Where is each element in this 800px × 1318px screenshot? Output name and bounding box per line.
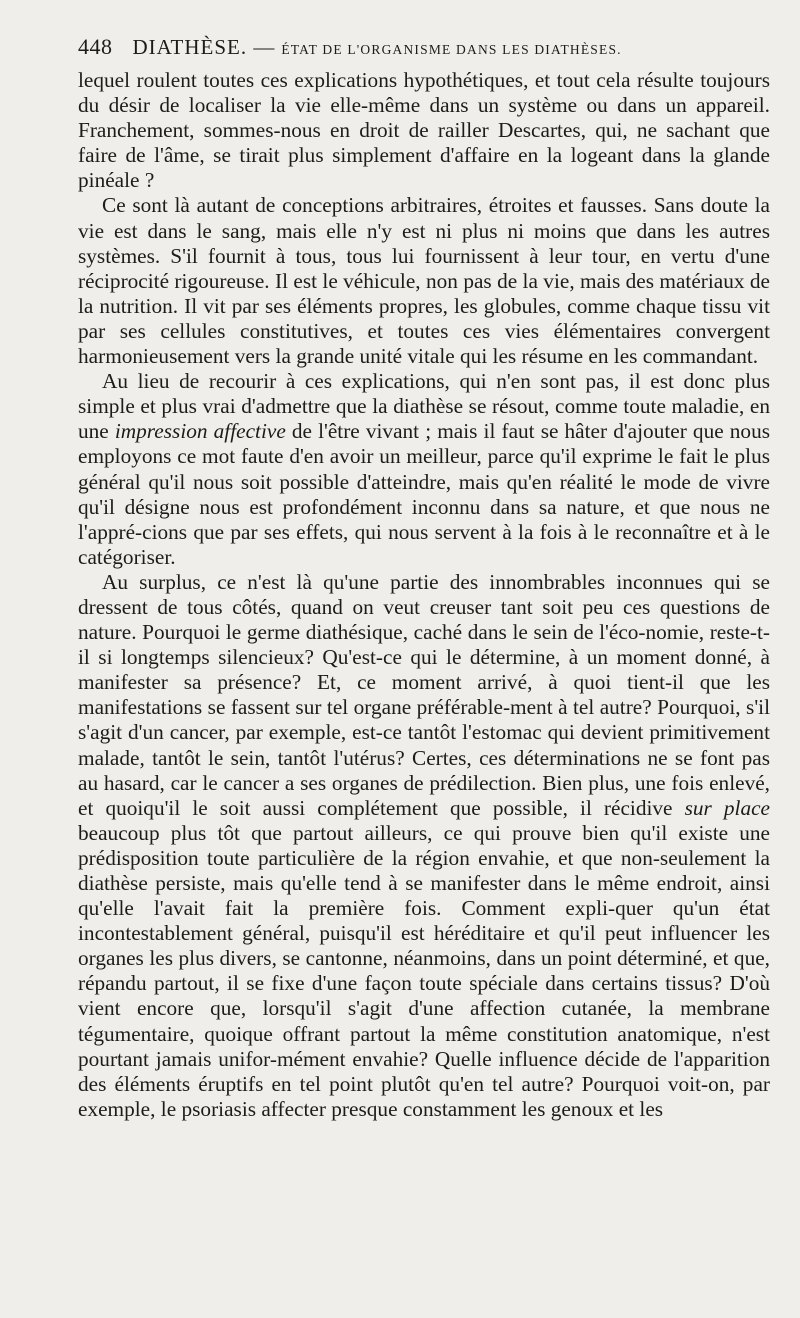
running-header xyxy=(78,34,770,64)
italic-phrase: impression affective xyxy=(114,419,286,444)
text-segment: Au lieu de recourir à ces explications, qui n'en sont pas, il est donc plus simple et plus vrai d'admettre que la diathèse se résout, comme toute maladie, en une xyxy=(78,369,770,444)
text-segment: lequel roulent toutes ces explications hypothétiques, et tout cela résulte toujours du désir de localiser la vie elle-même dans un système ou dans un appareil. Franchement, sommes-nous en droit de railler Descartes, qui, ne sachant que faire de l'âme, se tirait plus simplement d'affaire en la logeant dans la glande pinéale ? xyxy=(78,68,770,193)
running-title xyxy=(133,35,622,59)
italic-phrase: sur place xyxy=(684,795,771,820)
text-segment: de l'être vivant ; mais il faut se hâter d'ajouter que nous employons ce mot faute d'en avoir un meilleur, parce qu'il exprime le fait le plus général qu'il nous soit possible d'atteindre, mais qu'en réalité le mode de vivre qu'il désigne nous est profondément inconnu dans sa nature, et que nous ne l'appré-cions que par ses effets, qui nous servent à la fois à le reconnaître et à le catégoriser. xyxy=(78,419,771,569)
paragraph xyxy=(78,570,770,1122)
text-segment: beaucoup plus tôt que partout ailleurs, ce qui prouve bien qu'il existe une prédisposition toute particulière de la région envahie, et que non-seulement la diathèse persiste, mais qu'elle tend à se manifester dans le même endroit, ainsi qu'elle l'avait fait la première fois. Comment expli-quer qu'un état incontestablement général, puisqu'il est héréditaire et qu'il peut influencer les organes les plus divers, se cantonne, néanmoins, dans un point déterminé, et que, répandu partout, il se fixe d'une façon toute spéciale dans certains tissus? D'où vient encore que, lorsqu'il s'agit d'une affection cutanée, la membrane tégumentaire, quoique offrant partout la même constitution anatomique, n'est pourtant jamais unifor-mément envahie? Quelle influence décide de l'apparition des éléments éruptifs en tel point plutôt qu'en tel autre? Pourquoi voit-on, par exemple, le psoriasis affecter presque constamment les genoux et les xyxy=(78,820,770,1121)
paragraph xyxy=(78,68,770,193)
page-number: 448 xyxy=(78,34,113,59)
text-segment: Au surplus, ce n'est là qu'une partie des innombrables inconnues qui se dressent de tous côtés, quand on veut creuser tant soit peu ces questions de nature. Pourquoi le germe diathésique, caché dans le sein de l'éco-nomie, reste-t-il si longtemps silencieux? Qu'est-ce qui le détermine, à un moment donné, à manifester sa présence? Et, ce moment arrivé, à quoi tient-il que les manifestations se fassent sur tel organe préférable-ment à tel autre? Pourquoi, s'il s'agit d'un cancer, par exemple, est-ce tantôt l'estomac qui devient primitivement malade, tantôt le sein, tantôt l'utérus? Certes, ces déterminations ne se font pas au hasard, car le cancer a ses organes de prédilection. Bien plus, une fois enlevé, et quoiqu'il le soit aussi complétement que possible, il récidive xyxy=(78,569,770,820)
text-segment: Ce sont là autant de conceptions arbitraires, étroites et fausses. Sans doute la vie est dans le sang, mais elle n'y est ni plus ni moins que dans les autres systèmes. S'il fournit à tous, tous lui fournissent à leur tour, en vertu d'une réciprocité rigoureuse. Il est le véhicule, non pas de la vie, mais des matériaux de la nutrition. Il vit par ses éléments propres, les globules, comme chaque tissu vit par ses cellules constitutives, et toutes ces vies élémentaires convergent harmonieusement vers la grande unité vitale qui les résume en les commandant. xyxy=(78,193,770,369)
paragraph xyxy=(78,369,770,570)
section-subtitle: ÉTAT DE L'ORGANISME DANS LES DIATHÈSES. xyxy=(281,42,622,57)
header-dash: — xyxy=(253,35,276,59)
body-text xyxy=(78,68,770,1122)
paragraph xyxy=(78,193,770,369)
chapter-title: DIATHÈSE. xyxy=(132,35,248,59)
